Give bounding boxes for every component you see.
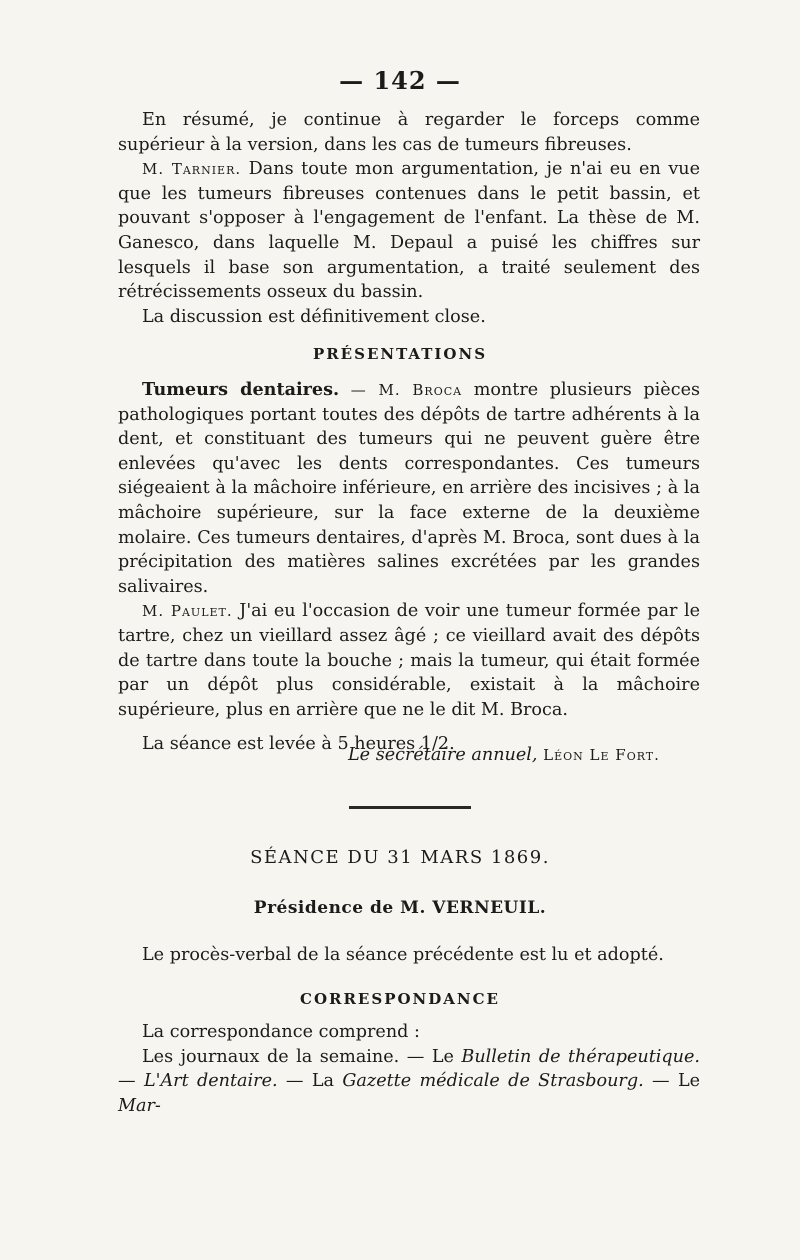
tarnier-text: Dans toute mon argumentation, je n'ai eu en vue que les tumeurs fibreuses contenues dans le petit bassin, et pouvant s'opposer à l'engagement de l'enfant. La thèse de M. Ganesco, dans laquelle M. Depaul a puisé les chiffres sur lesquels il base son argumentation, a traité seulement des rétrécissements osseux du bassin.	[118, 159, 700, 303]
summary-paragraph: En résumé, je continue à regarder le forceps comme supérieur à la version, dans les cas de tumeurs fibreuses.	[118, 110, 700, 155]
signature-role: Le secrétaire annuel,	[348, 745, 538, 765]
art-dentaire-title: L'Art dentaire.	[143, 1071, 278, 1092]
seance-title: SÉANCE DU 31 MARS 1869.	[250, 847, 550, 868]
presentations-heading: PRÉSENTATIONS	[312, 345, 488, 363]
paulet-paragraph	[118, 599, 700, 722]
correspondance-heading: CORRESPONDANCE	[300, 990, 500, 1008]
levee-paragraph: La séance est levée à 5 heures 1/2.	[142, 734, 455, 755]
discussion-conclusion	[118, 108, 700, 329]
closing-paragraph: La discussion est définitivement close.	[142, 306, 486, 327]
bulletin-title: Bulletin de thérapeutique.	[461, 1046, 701, 1067]
proces-verbal-section	[118, 943, 700, 968]
journals-text: Les journaux de la semaine. — Le	[142, 1046, 454, 1067]
signature	[348, 742, 708, 768]
topic-title: Tumeurs dentaires.	[142, 379, 340, 400]
proces-verbal-paragraph: Le procès-verbal de la séance précédente est lu et adopté.	[142, 945, 664, 965]
speaker-tarnier: M. Tarnier.	[142, 160, 242, 179]
dash-separator: —	[118, 1071, 144, 1092]
correspondance-section	[118, 1020, 700, 1118]
speaker-paulet: M. Paulet.	[142, 602, 233, 621]
journals-text-2: — La	[277, 1071, 335, 1092]
speaker-broca: — M. Broca	[350, 381, 463, 399]
gazette-title: Gazette médicale de Strasbourg.	[342, 1071, 644, 1092]
broca-paragraph	[118, 378, 700, 599]
correspondance-intro: La correspondance comprend :	[142, 1022, 420, 1042]
tarnier-paragraph	[118, 157, 700, 305]
presentations-section	[118, 378, 700, 757]
paulet-text: J'ai eu l'occasion de voir une tumeur formée par le tartre, chez un vieillard assez âgé ; ce vieillard avait des dépôts de tartre dans toute la bouche ; mais la tumeur, qui était formée par un dépôt plus considérable, existait à la mâchoire supérieure, plus en arrière que ne le dit M. Broca.	[118, 601, 700, 720]
page-number: — 142 —	[339, 66, 461, 95]
signature-name: Léon Le Fort.	[543, 746, 660, 764]
presidency-heading: Présidence de M. VERNEUIL.	[253, 898, 547, 918]
marseille-title: Mar-	[118, 1095, 161, 1116]
journals-paragraph	[118, 1045, 700, 1119]
section-divider	[349, 806, 471, 809]
journals-text-3: — Le	[643, 1071, 701, 1092]
broca-text: montre plusieurs pièces pathologiques portant toutes des dépôts de tartre adhérents à la dent, et constituant des tumeurs qui ne peuvent guère être enlevées qu'avec les dents correspondantes. Ces tumeurs siégeaient à la mâchoire inférieure, en arrière des incisives ; à la mâchoire supérieure, sur la face externe de la deuxième molaire. Ces tumeurs dentaires, d'après M. Broca, sont dues à la précipitation des matières salines excrétées par les grandes salivaires.	[118, 380, 701, 597]
